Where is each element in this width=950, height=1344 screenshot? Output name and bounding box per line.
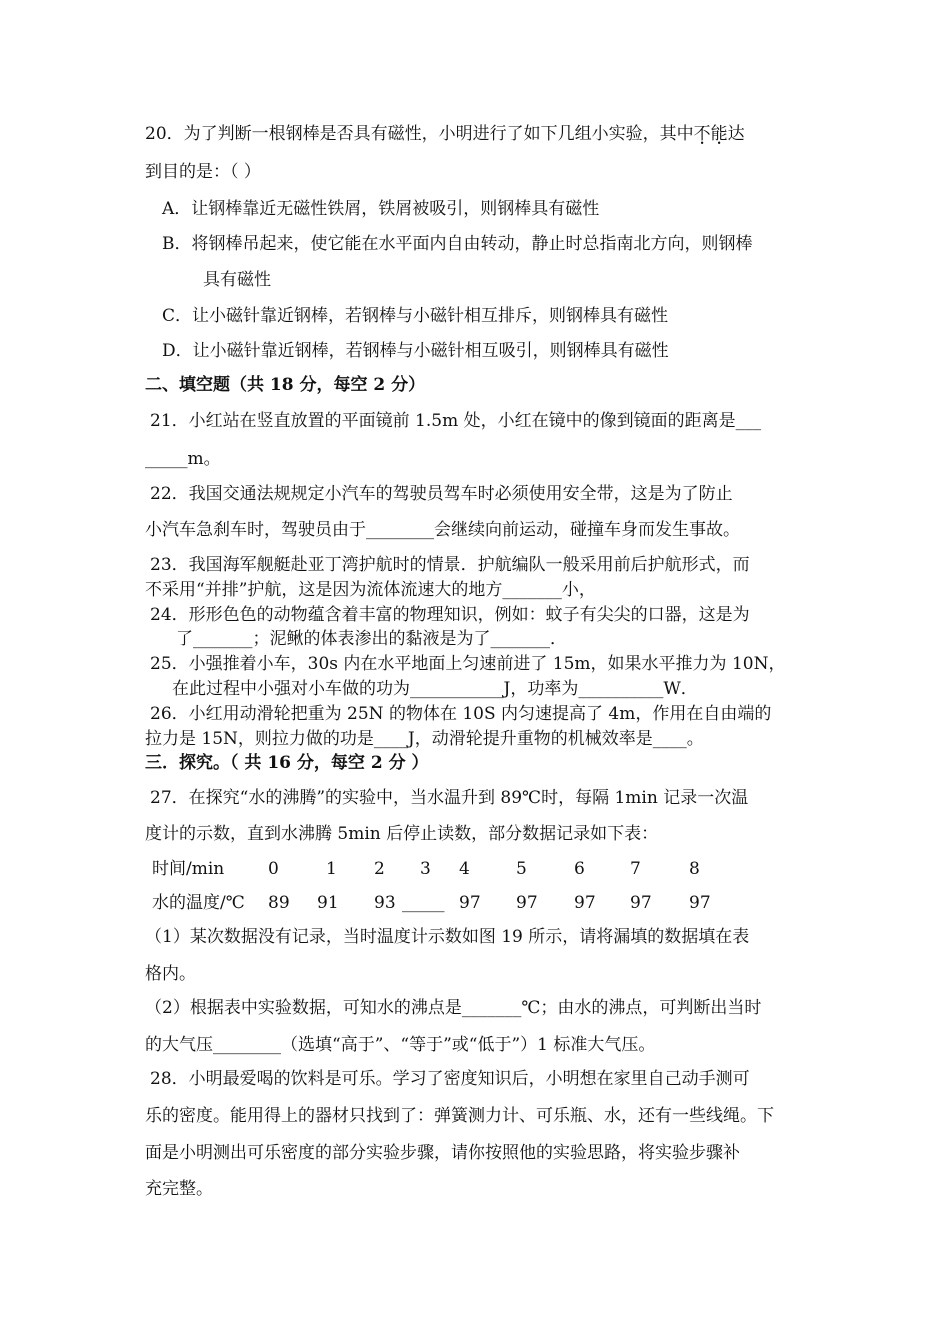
q25-line2: 在此过程中小强对小车做的功为___________J，功率为__________W． <box>172 679 698 699</box>
q27-sub1-line1: （1）某次数据没有记录，当时温度计示数如图 19 所示，请将漏填的数据填在表 <box>145 927 750 947</box>
table-cell-time: 6 <box>574 859 585 879</box>
table-cell-time: 1 <box>326 859 337 879</box>
table-header-time: 时间/min <box>152 859 225 879</box>
table-cell-temp: 97 <box>459 893 481 913</box>
q22-line1: 22．我国交通法规规定小汽车的驾驶员驾车时必须使用安全带，这是为了防止 <box>150 484 733 504</box>
table-header-temperature: 水的温度/℃ <box>152 893 245 913</box>
table-cell-temp: 97 <box>516 893 538 913</box>
q20-line1 <box>145 122 745 146</box>
emphasis-dot-char: 不 <box>693 124 711 144</box>
q21-line1: 21．小红站在竖直放置的平面镜前 1.5m 处，小红在镜中的像到镜面的距离是___ <box>150 411 762 431</box>
table-cell-temp: 97 <box>630 893 652 913</box>
q28-line3: 面是小明测出可乐密度的部分实验步骤，请你按照他的实验思路，将实验步骤补 <box>145 1143 740 1163</box>
table-cell-time: 3 <box>420 859 431 879</box>
table-cell-time: 5 <box>516 859 527 879</box>
emphasis-dot-char: 能 <box>710 124 728 144</box>
q24-line2: 了_______；泥鳅的体表渗出的黏液是为了_______． <box>176 629 567 649</box>
table-cell-time: 2 <box>374 859 385 879</box>
section2-heading: 二、填空题（共 18 分，每空 2 分） <box>145 375 426 395</box>
section3-heading: 三．探究。（ 共 16 分，每空 2 分 ） <box>145 753 429 773</box>
q20-line2: 到目的是：（ ） <box>145 162 261 182</box>
table-cell-temp: 97 <box>574 893 596 913</box>
q23-line1: 23．我国海军舰艇赴亚丁湾护航时的情景．护航编队一般采用前后护航形式，而 <box>150 555 750 575</box>
q28-line4: 充完整。 <box>145 1179 213 1199</box>
table-cell-time: 0 <box>268 859 279 879</box>
q20-option-d: D．让小磁针靠近钢棒，若钢棒与小磁针相互吸引，则钢棒具有磁性 <box>162 341 669 361</box>
table-cell-temp: 97 <box>689 893 711 913</box>
q20-option-b-cont: 具有磁性 <box>203 270 271 290</box>
q27-line2: 度计的示数，直到水沸腾 5min 后停止读数，部分数据记录如下表： <box>145 824 659 844</box>
q26-line1: 26．小红用动滑轮把重为 25N 的物体在 10S 内匀速提高了 4m，作用在自由端的 <box>150 704 772 724</box>
q27-sub2-line1: （2）根据表中实验数据，可知水的沸点是_______℃；由水的沸点，可判断出当时 <box>145 998 762 1018</box>
q21-line2: _____m。 <box>145 449 221 469</box>
q26-line2: 拉力是 15N，则拉力做的功是____J，动滑轮提升重物的机械效率是____。 <box>145 729 704 749</box>
q28-line1: 28．小明最爱喝的饮料是可乐。学习了密度知识后，小明想在家里自己动手测可 <box>150 1069 750 1089</box>
table-cell-time: 4 <box>459 859 470 879</box>
q27-sub2-line2: 的大气压________（选填“高于”、“等于”或“低于”）1 标准大气压。 <box>145 1035 656 1055</box>
q27-sub1-line2: 格内。 <box>145 964 196 984</box>
q24-line1: 24．形形色色的动物蕴含着丰富的物理知识，例如：蚊子有尖尖的口器，这是为 <box>150 605 750 625</box>
table-cell-time: 7 <box>630 859 641 879</box>
q22-line2: 小汽车急刹车时，驾驶员由于________会继续向前运动，碰撞车身而发生事故。 <box>145 520 740 540</box>
table-cell-temp: 89 <box>268 893 290 913</box>
q27-line1: 27．在探究“水的沸腾”的实验中，当水温升到 89℃时，每隔 1min 记录一次温 <box>150 788 749 808</box>
q20-option-b: B．将钢棒吊起来，使它能在水平面内自由转动，静止时总指南北方向，则钢棒 <box>162 234 753 254</box>
table-cell-time: 8 <box>689 859 700 879</box>
q25-line1: 25．小强推着小车，30s 内在水平地面上匀速前进了 15m，如果水平推力为 10N， <box>150 654 786 674</box>
table-cell-temp-blank: _____ <box>402 893 445 913</box>
q23-line2: 不采用“并排”护航，这是因为流体流速大的地方_______小， <box>145 580 596 600</box>
q20-line1-text: 20．为了判断一根钢棒是否具有磁性，小明进行了如下几组小实验，其中 <box>145 124 694 144</box>
q20-option-c: C．让小磁针靠近钢棒，若钢棒与小磁针相互排斥，则钢棒具有磁性 <box>162 306 669 326</box>
table-cell-temp: 93 <box>374 893 396 913</box>
q20-option-a: A．让钢棒靠近无磁性铁屑，铁屑被吸引，则钢棒具有磁性 <box>162 199 600 219</box>
table-cell-temp: 91 <box>317 893 339 913</box>
q28-line2: 乐的密度。能用得上的器材只找到了：弹簧测力计、可乐瓶、水，还有一些线绳。下 <box>145 1106 774 1126</box>
q20-line1-end: 达 <box>727 124 745 144</box>
